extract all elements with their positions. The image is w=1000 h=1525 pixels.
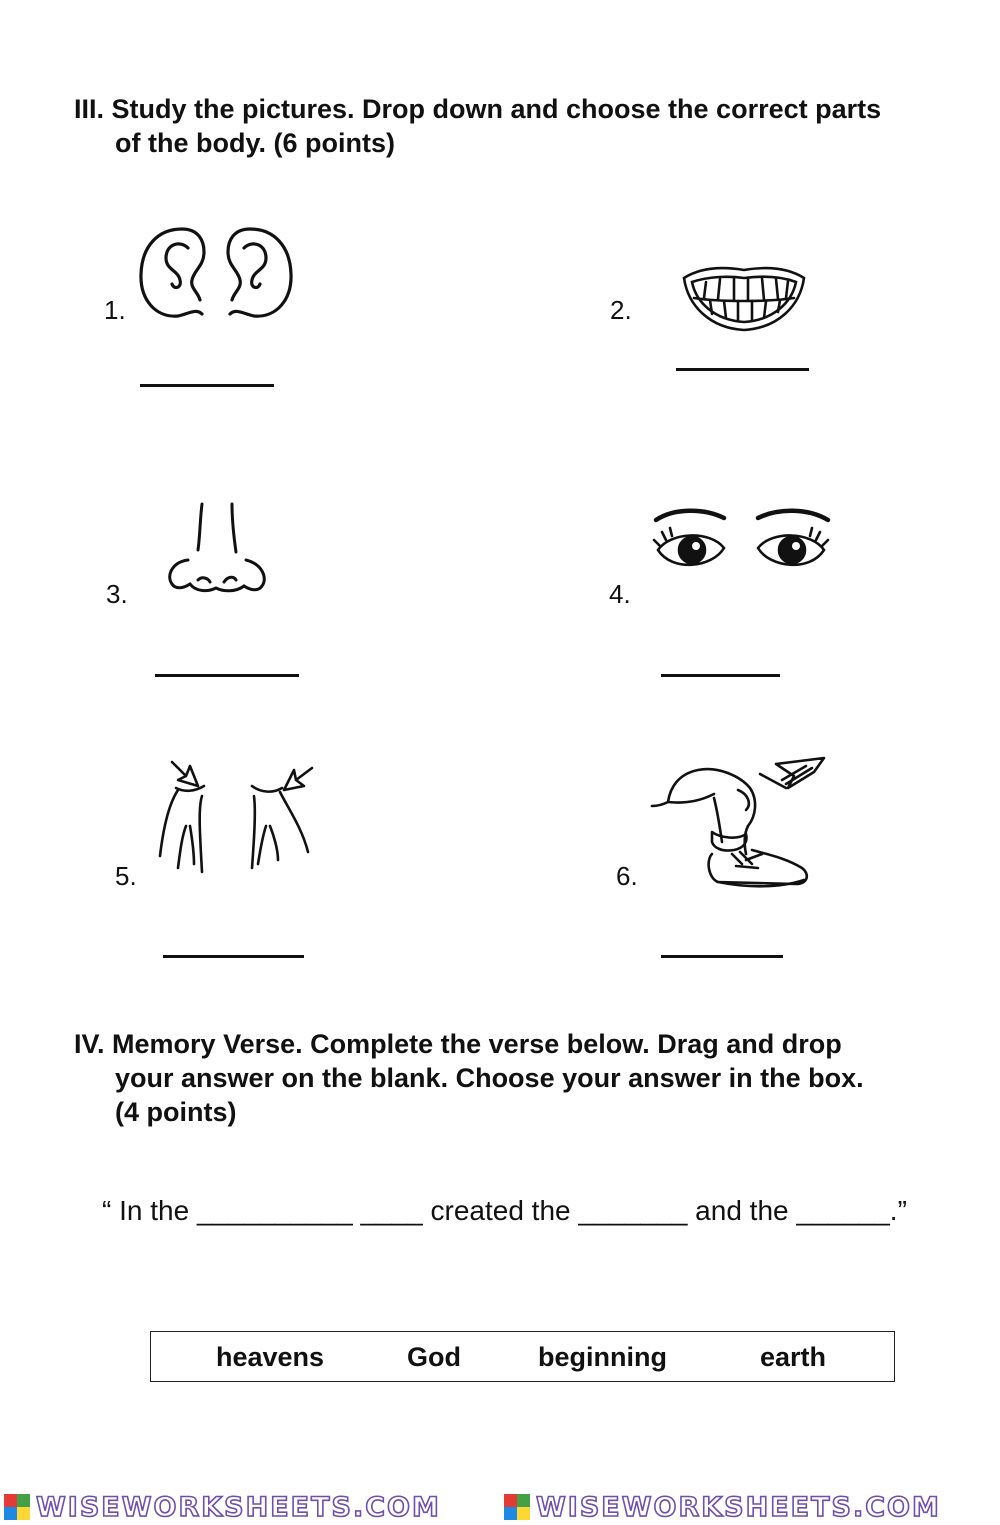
word-bank-item-earth[interactable]: earth	[760, 1342, 827, 1372]
word-bank	[150, 1331, 895, 1382]
memory-verse-text[interactable]: “ In the __________ ____ created the _______ and the ______.”	[102, 1195, 907, 1226]
item-6-number: 6.	[616, 861, 638, 891]
brand-logo-icon	[504, 1494, 530, 1520]
ears-icon	[138, 226, 294, 322]
brand-text-left: WISEWORKSHEETS.COM	[36, 1491, 441, 1523]
section-3-heading-line1: III. Study the pictures. Drop down and choose the correct parts	[74, 94, 882, 124]
item-3-number: 3.	[106, 579, 128, 609]
section-3-heading-line2: of the body. (6 points)	[115, 128, 395, 158]
word-bank-item-god[interactable]: God	[407, 1342, 461, 1372]
item-5-number: 5.	[115, 861, 137, 891]
section-4-heading-line1: IV. Memory Verse. Complete the verse below. Drag and drop	[74, 1029, 842, 1059]
item-6-answer-blank[interactable]	[661, 955, 783, 958]
brand-mark-right	[504, 1492, 941, 1522]
teeth-icon	[680, 262, 808, 334]
brand-logo-icon	[4, 1494, 30, 1520]
item-2-answer-blank[interactable]	[676, 368, 809, 371]
nose-icon	[166, 500, 268, 594]
section-4-heading-line2: your answer on the blank. Choose your answer in the box.	[115, 1063, 864, 1093]
item-5-answer-blank[interactable]	[163, 955, 304, 958]
brand-mark-left	[4, 1492, 441, 1522]
item-3-answer-blank[interactable]	[155, 674, 299, 677]
eyes-icon	[652, 506, 832, 582]
item-4-answer-blank[interactable]	[661, 674, 780, 677]
word-bank-item-heavens[interactable]: heavens	[216, 1342, 325, 1372]
item-1-answer-blank[interactable]	[140, 384, 274, 387]
item-1-number: 1.	[104, 295, 126, 325]
item-4-number: 4.	[609, 579, 631, 609]
knee-icon	[648, 754, 830, 890]
footer-watermark	[0, 1488, 1000, 1525]
section-3-heading	[74, 92, 974, 160]
brand-text-right: WISEWORKSHEETS.COM	[536, 1491, 941, 1523]
section-4-heading-line3: (4 points)	[115, 1097, 237, 1127]
item-2-number: 2.	[610, 295, 632, 325]
shoulders-icon	[156, 756, 316, 874]
section-4-heading	[74, 1027, 974, 1129]
word-bank-item-beginning[interactable]: beginning	[538, 1342, 667, 1372]
